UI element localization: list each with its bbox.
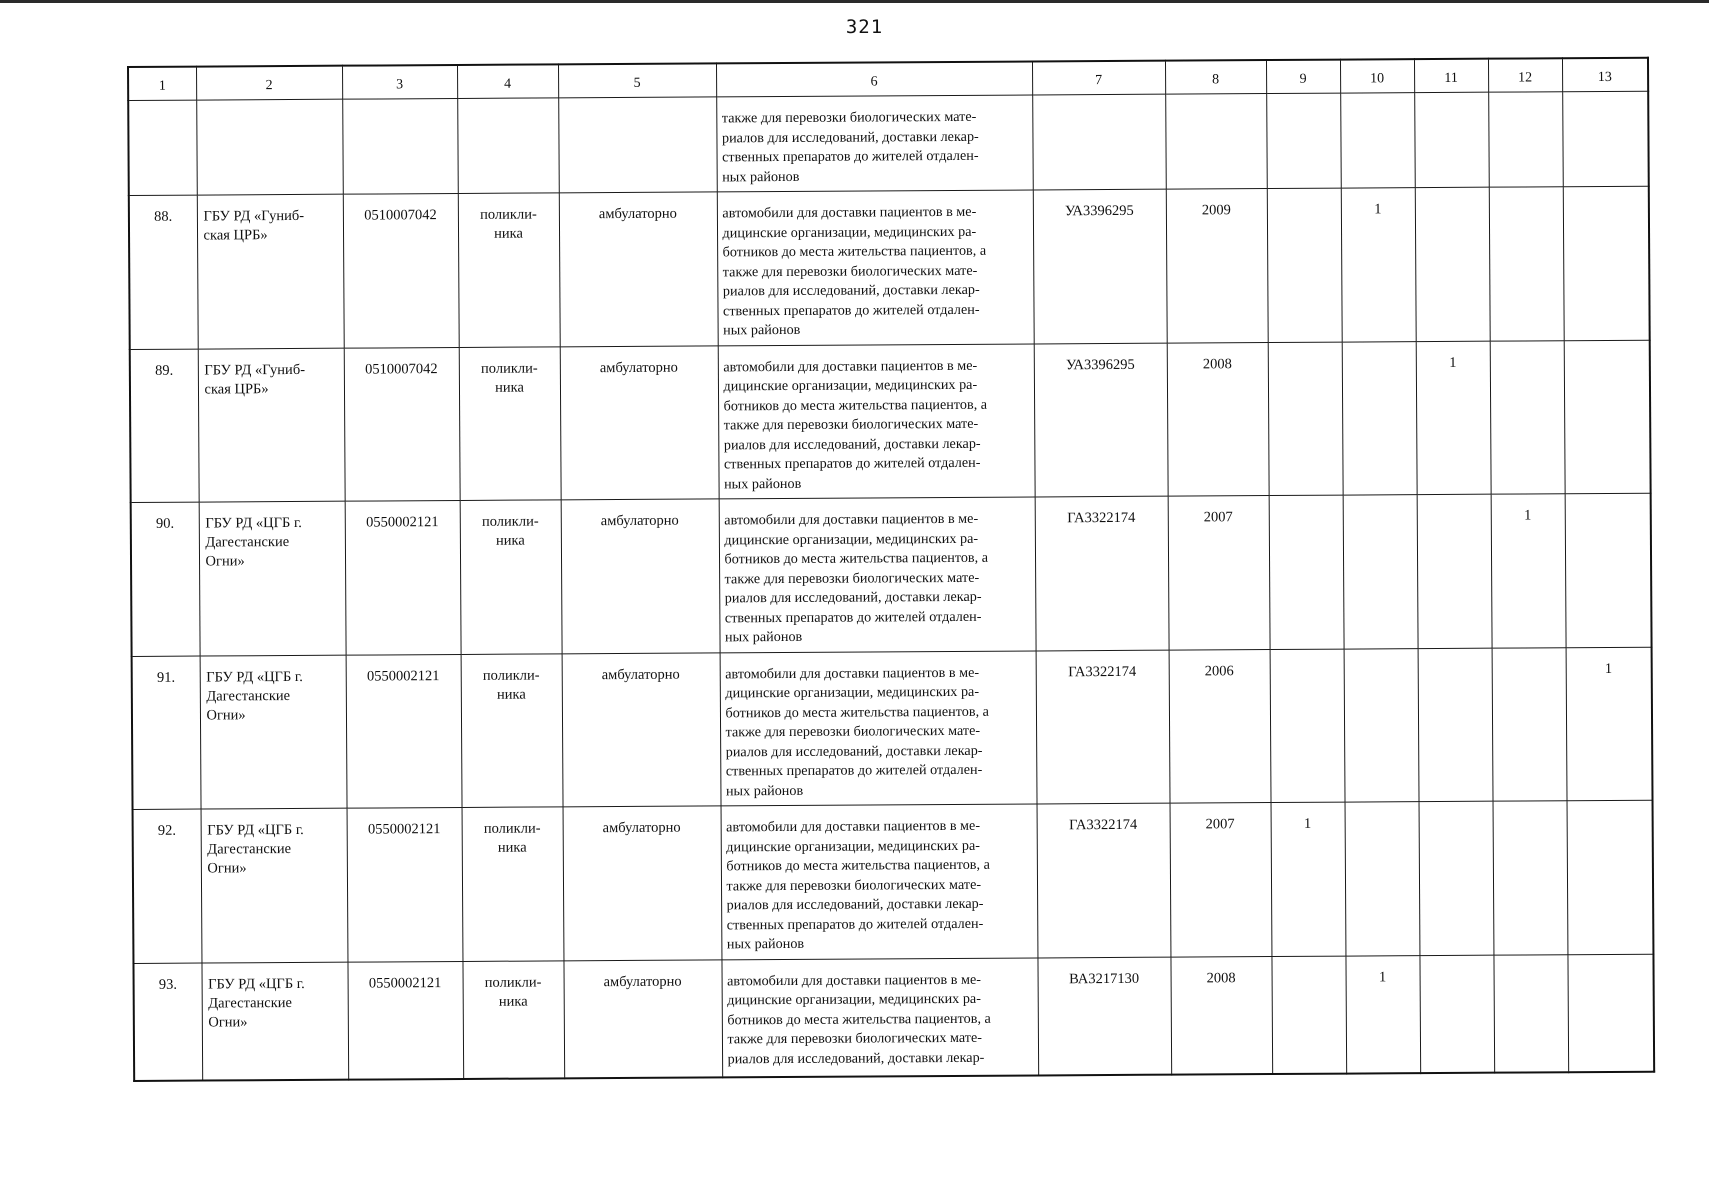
column-header: 2: [196, 66, 342, 100]
cell-col9: [1268, 342, 1343, 496]
cell-registration: ГА3322174: [1037, 803, 1171, 957]
organization-text: ГБУ РД «Гуниб- ская ЦРБ»: [204, 361, 306, 398]
cell-clinic-type: [459, 346, 561, 500]
cell-care-mode: амбулаторно: [560, 345, 719, 499]
clinic-type-text: поликли- ника: [484, 973, 542, 1010]
cell-description: [719, 497, 1036, 652]
cell-col13: 1: [1566, 647, 1653, 801]
clinic-type-text: поликли- ника: [480, 359, 538, 396]
description-text: автомобили для доставки пациентов в ме- дицинские организации, медицинских ра- ботников до места жительства пациентов, а также для перевозки биологических мате- риалов для исследований, доставки лекар- ственных препаратов до жителей отдален- ных районов: [723, 357, 988, 492]
cell-code: 0510007042: [344, 347, 460, 501]
cell-col9: [1269, 495, 1344, 649]
cell-organization: [198, 348, 345, 502]
cell-empty: [196, 99, 343, 195]
cell-description: [721, 957, 1038, 1077]
column-header: 5: [558, 63, 716, 97]
clinic-type-text: поликли- ника: [480, 206, 537, 242]
cell-number: 88.: [129, 195, 198, 349]
clinic-type-text: поликли- ника: [483, 820, 541, 856]
organization-text: ГБУ РД «ЦГБ г. Дагестанские Огни»: [206, 668, 303, 724]
cell-col9: [1270, 649, 1345, 803]
document-table-wrapper: [127, 57, 1655, 1082]
cell-col13: [1564, 340, 1651, 494]
cell-col10: [1343, 495, 1418, 649]
cell-col9: [1271, 956, 1346, 1074]
cell-description: [720, 650, 1037, 805]
cell-clinic-type: [462, 807, 564, 961]
clinic-type-text: поликли- ника: [481, 513, 539, 549]
cell-care-mode: амбулаторно: [562, 652, 721, 806]
column-header: 12: [1488, 58, 1562, 92]
cell-year: 2009: [1166, 189, 1268, 343]
cell-col12: 1: [1491, 494, 1566, 648]
cell-empty: [1562, 91, 1649, 187]
description-text: автомобили для доставки пациентов в ме- дицинские организации, медицинских ра- ботников до места жительства пациентов, а также для перевозки биологических мате- риалов для исследований, доставки лекар-: [727, 971, 991, 1067]
column-header: 3: [342, 65, 457, 99]
cell-col11: 1: [1416, 341, 1491, 495]
cell-empty: [1266, 93, 1341, 188]
column-header: 4: [457, 64, 558, 98]
cell-empty: [342, 98, 458, 194]
cell-number: 92.: [133, 809, 202, 963]
description-text: автомобили для доставки пациентов в ме- дицинские организации, медицинских ра- ботников до места жительства пациентов, а также для перевозки биологических мате- риалов для исследований, доставки лекар- ственных препаратов до жителей отдален- ных районов: [726, 817, 990, 953]
column-header: 1: [128, 67, 196, 101]
cell-col12: [1490, 340, 1565, 494]
cell-year: 2008: [1170, 956, 1272, 1075]
cell-code: 0550002121: [347, 961, 463, 1080]
page-number: 321: [845, 16, 884, 38]
cell-number: 90.: [131, 502, 200, 656]
cell-registration: ВА3217130: [1037, 957, 1171, 1076]
cell-number: 91.: [132, 656, 201, 810]
description-text: автомобили для доставки пациентов в ме- дицинские организации, медицинских ра- ботников до места жительства пациентов, а также для перевозки биологических мате- риалов для исследований, доставки лекар- ственных препаратов до жителей отдален- ных районов: [725, 664, 989, 799]
cell-col10: 1: [1345, 955, 1420, 1073]
description-text: автомобили для доставки пациентов в ме- дицинские организации, медицинских ра- ботников до места жительства пациентов, а также для перевозки биологических мате- риалов для исследований, доставки лекар- ственных препаратов до жителей отдален- ных районов: [722, 203, 987, 339]
cell-organization: [201, 808, 348, 962]
organization-text: ГБУ РД «ЦГБ г. Дагестанские Огни»: [205, 514, 302, 570]
table-row: [132, 647, 1653, 810]
cell-col13: [1567, 954, 1654, 1073]
cell-description: [721, 804, 1038, 959]
cell-registration: ГА3322174: [1035, 496, 1169, 650]
cell-care-mode: амбулаторно: [561, 499, 720, 653]
cell-col12: [1493, 954, 1568, 1072]
cell-year: 2006: [1169, 649, 1271, 803]
cell-year: 2008: [1167, 342, 1269, 496]
organization-text: ГБУ РД «ЦГБ г. Дагестанские Огни»: [208, 975, 305, 1031]
cell-col9: 1: [1271, 802, 1346, 956]
cell-col10: [1345, 802, 1420, 956]
vehicle-table: [127, 57, 1655, 1082]
cell-organization: [200, 655, 347, 809]
cell-empty: [1032, 94, 1166, 190]
column-header: 9: [1266, 60, 1340, 94]
table-row: [129, 186, 1650, 349]
cell-number: 89.: [130, 349, 199, 503]
cell-number: 93.: [133, 963, 202, 1081]
cell-empty: [457, 98, 559, 194]
cell-clinic-type: [461, 653, 563, 807]
cell-col11: [1417, 494, 1492, 648]
cell-empty: [1414, 92, 1489, 187]
scan-edge-line: [0, 0, 1709, 3]
table-row: [131, 493, 1652, 656]
cell-col13: [1563, 186, 1650, 340]
cell-empty: [558, 97, 717, 193]
cell-col10: [1342, 341, 1417, 495]
cell-col11: [1418, 648, 1493, 802]
cell-empty: [128, 100, 197, 195]
cell-col12: [1492, 647, 1567, 801]
cell-col11: [1419, 955, 1494, 1073]
cell-clinic-type: [458, 193, 560, 347]
cell-col12: [1489, 187, 1564, 341]
cell-col9: [1267, 188, 1342, 342]
table-row: [130, 340, 1651, 503]
cell-registration: ГА3322174: [1036, 650, 1170, 804]
cell-care-mode: амбулаторно: [563, 806, 722, 960]
table-row: [133, 800, 1654, 963]
column-header: 8: [1165, 60, 1266, 94]
description-text: также для перевозки биологических мате- риалов для исследований, доставки лекар- ственных препаратов до жителей отдален- ных районов: [721, 108, 979, 185]
cell-care-mode: амбулаторно: [563, 959, 722, 1078]
cell-col11: [1419, 801, 1494, 955]
cell-col11: [1415, 187, 1490, 341]
table-row-continued: [128, 91, 1649, 195]
column-header: 13: [1562, 58, 1648, 92]
description-text: автомобили для доставки пациентов в ме- дицинские организации, медицинских ра- ботников до места жительства пациентов, а также для перевозки биологических мате- риалов для исследований, доставки лекар- ственных препаратов до жителей отдален- ных районов: [724, 510, 989, 646]
cell-empty: [1488, 92, 1563, 187]
cell-clinic-type: [462, 960, 564, 1079]
cell-organization: [201, 962, 348, 1081]
cell-col10: 1: [1341, 188, 1416, 342]
cell-care-mode: амбулаторно: [559, 192, 718, 346]
column-header: 10: [1340, 59, 1414, 93]
cell-description: [718, 343, 1035, 498]
cell-description: [716, 95, 1033, 192]
cell-code: 0550002121: [347, 807, 463, 961]
clinic-type-text: поликли- ника: [482, 666, 540, 703]
cell-empty: [1165, 94, 1267, 190]
cell-organization: [199, 501, 346, 655]
organization-text: ГБУ РД «Гуниб- ская ЦРБ»: [203, 207, 305, 244]
cell-col13: [1565, 493, 1652, 647]
column-header: 7: [1032, 61, 1165, 95]
column-header: 11: [1414, 59, 1488, 93]
cell-col13: [1567, 800, 1654, 954]
cell-organization: [197, 194, 344, 348]
cell-registration: УА3396295: [1033, 189, 1167, 343]
table-row: [133, 954, 1654, 1081]
organization-text: ГБУ РД «ЦГБ г. Дагестанские Огни»: [207, 821, 304, 877]
cell-code: 0550002121: [345, 500, 461, 654]
cell-registration: УА3396295: [1034, 343, 1168, 497]
cell-code: 0510007042: [343, 193, 459, 347]
cell-clinic-type: [460, 500, 562, 654]
column-header: 6: [716, 61, 1032, 96]
cell-col10: [1344, 648, 1419, 802]
cell-description: [717, 190, 1034, 345]
cell-year: 2007: [1168, 496, 1270, 650]
cell-empty: [1340, 93, 1415, 188]
cell-year: 2007: [1170, 803, 1272, 957]
cell-col12: [1493, 801, 1568, 955]
cell-code: 0550002121: [346, 654, 462, 808]
